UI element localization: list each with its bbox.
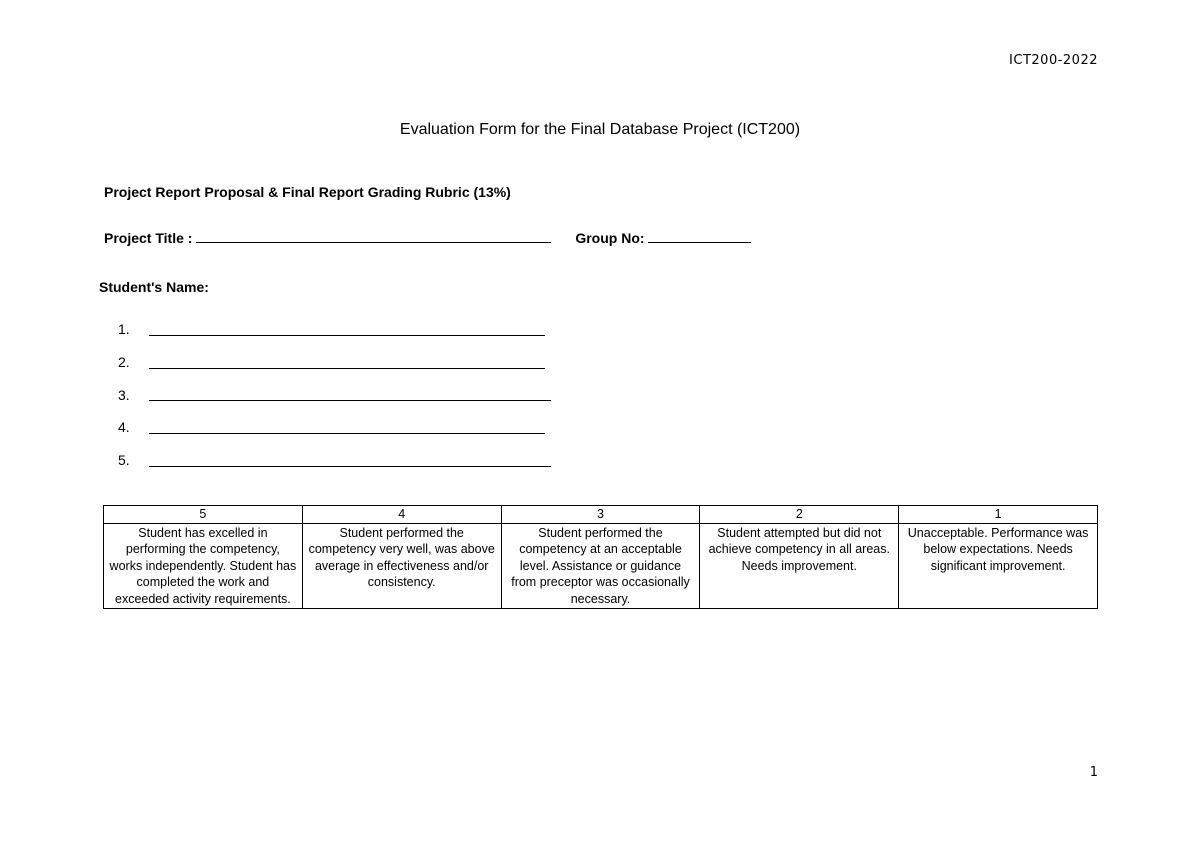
student-number: 2. [118, 354, 130, 371]
student-item [118, 346, 551, 379]
score-description: Unacceptable. Performance was below expectations. Needs significant improvement. [899, 523, 1098, 609]
score-header: 2 [700, 506, 899, 524]
student-item [118, 313, 551, 346]
student-number: 1. [118, 321, 130, 338]
student-number: 3. [118, 386, 130, 403]
student-name-blank [149, 454, 551, 467]
student-name-blank [149, 388, 551, 401]
group-no-blank [648, 230, 751, 243]
project-row [104, 230, 751, 246]
student-item [118, 378, 551, 411]
score-header: 4 [302, 506, 501, 524]
student-number: 4. [118, 419, 130, 436]
student-number: 5. [118, 452, 130, 469]
score-description: Student performed the competency very well, was above average in effectiveness and/or consistency. [302, 523, 501, 609]
score-header: 1 [899, 506, 1098, 524]
student-item [118, 444, 551, 477]
student-item [118, 411, 551, 444]
page-number: 1 [1089, 765, 1098, 780]
score-header: 5 [104, 506, 303, 524]
score-description: Student has excelled in performing the competency, works independently. Student has completed the work and exceeded activity requirements. [104, 523, 303, 609]
student-name-blank [149, 421, 545, 434]
project-title-label: Project Title : [104, 230, 193, 246]
rubric-table [103, 505, 1098, 609]
group-no-label: Group No: [575, 230, 645, 246]
rubric-heading: Project Report Proposal & Final Report Grading Rubric (13%) [104, 184, 511, 200]
students-label: Student's Name: [99, 279, 209, 295]
score-description: Student attempted but did not achieve competency in all areas. Needs improvement. [700, 523, 899, 609]
page-title: Evaluation Form for the Final Database Project (ICT200) [399, 121, 801, 138]
score-header-row [104, 506, 1098, 524]
description-row [104, 523, 1098, 609]
project-title-blank [196, 230, 551, 243]
student-list [118, 313, 551, 476]
student-name-blank [149, 323, 545, 336]
score-description: Student performed the competency at an acceptable level. Assistance or guidance from preceptor was occasionally necessary. [501, 523, 700, 609]
student-name-blank [149, 356, 545, 369]
document-code: ICT200-2022 [1009, 53, 1098, 68]
score-header: 3 [501, 506, 700, 524]
